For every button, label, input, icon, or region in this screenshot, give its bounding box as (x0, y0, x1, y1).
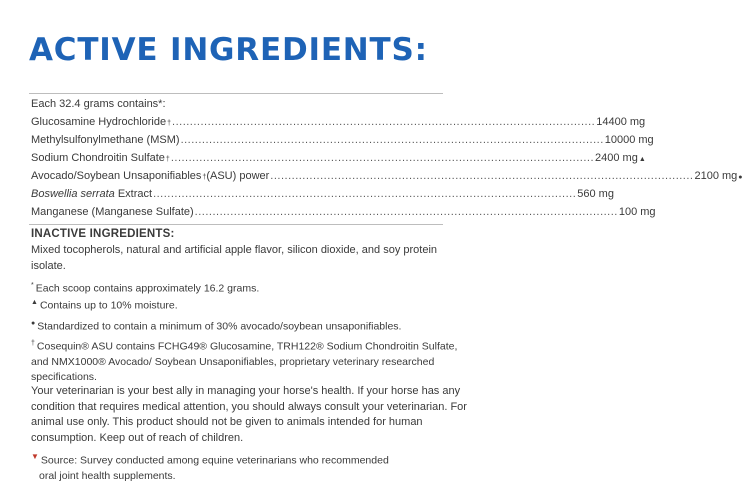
bottom-divider (29, 224, 443, 225)
source-note (31, 449, 471, 484)
serving-intro: Each 32.4 grams contains*: (31, 98, 166, 110)
ingredient-row (31, 188, 614, 207)
inactive-text: Mixed tocopherols, natural and artificial apple flavor, silicon dioxide, and soy protein isolate. (31, 244, 438, 272)
moisture-note-text: Contains up to 10% moisture. (39, 299, 178, 312)
ingredient-name: Manganese (Manganese Sulfate) (31, 206, 194, 218)
source-line-2: oral joint health supplements. (39, 469, 176, 482)
dot-leader: ....................................................................................................................... (153, 188, 577, 200)
source-line-1: Source: Survey conducted among equine veterinarians who recommended (40, 454, 389, 467)
standardized-note-text: Standardized to contain a minimum of 30% avocado/soybean unsaponifiables. (37, 320, 402, 333)
dot-leader: ....................................................................................................................... (194, 206, 618, 218)
dot-marker-icon: ● (738, 174, 743, 181)
ingredient-row (31, 170, 743, 189)
triangle-marker-icon: ▲ (638, 156, 646, 163)
ingredient-row (31, 152, 646, 171)
dot-marker-icon: ● (31, 320, 36, 327)
ingredient-amount: 2100 mg (694, 170, 738, 182)
dagger-symbol: † (202, 174, 207, 181)
ingredient-row (31, 134, 654, 153)
dot-leader: ....................................................................................................................... (180, 134, 604, 146)
top-divider (29, 93, 443, 94)
dagger-symbol: † (31, 340, 35, 347)
triangle-marker-icon: ▲ (31, 299, 38, 306)
dagger-symbol: † (165, 156, 170, 163)
ingredient-name: Methylsulfonylmethane (MSM) (31, 134, 180, 146)
dot-leader: ....................................................................................................................... (172, 116, 596, 128)
ingredient-name: Sodium Chondroitin Sulfate (31, 152, 165, 164)
ingredient-row (31, 206, 656, 225)
ingredient-amount: 560 mg (577, 188, 614, 200)
scoop-note (31, 278, 471, 297)
ingredient-name: Avocado/Soybean Unsaponifiables (31, 170, 202, 182)
cosequin-note-text: Cosequin® ASU contains FCHG49® Glucosamine, TRH122® Sodium Chondroitin Sulfate, and NMX1000® Avocado/ Soybean Unsaponifiables, proprietary veterinary researched specifications. (31, 340, 458, 383)
scoop-note-text: Each scoop contains approximately 16.2 grams. (35, 282, 260, 295)
dot-leader: ....................................................................................................................... (270, 170, 694, 182)
ingredient-amount: 2400 mg (595, 152, 638, 164)
asterisk-symbol: * (31, 282, 34, 289)
ingredient-name-suffix: Extract (114, 188, 153, 200)
standardized-note (31, 316, 471, 335)
ingredient-amount: 10000 mg (604, 134, 654, 146)
ingredient-name: Glucosamine Hydrochloride (31, 116, 167, 128)
dagger-symbol: † (167, 120, 172, 127)
cosequin-note (31, 336, 471, 385)
down-triangle-icon: ▼ (31, 452, 39, 461)
ingredient-amount: 14400 mg (596, 116, 646, 128)
ingredient-amount: 100 mg (618, 206, 656, 218)
veterinary-advice: Your veterinarian is your best ally in managing your horse's health. If your horse has any condition that requires medical attention, you should always consult your veterinarian. For animal use only. This product should not be given to animals intended for human consumption. Keep out of reach of children. (31, 385, 467, 444)
ingredient-row (31, 116, 646, 135)
page-title: ACTIVE INGREDIENTS: (29, 32, 428, 68)
ingredient-name: Boswellia serrata (31, 188, 115, 200)
ingredient-name-suffix: (ASU) power (206, 170, 270, 182)
inactive-heading: INACTIVE INGREDIENTS: (31, 228, 175, 240)
moisture-note (31, 295, 471, 314)
dot-leader: ....................................................................................................................... (170, 152, 595, 164)
